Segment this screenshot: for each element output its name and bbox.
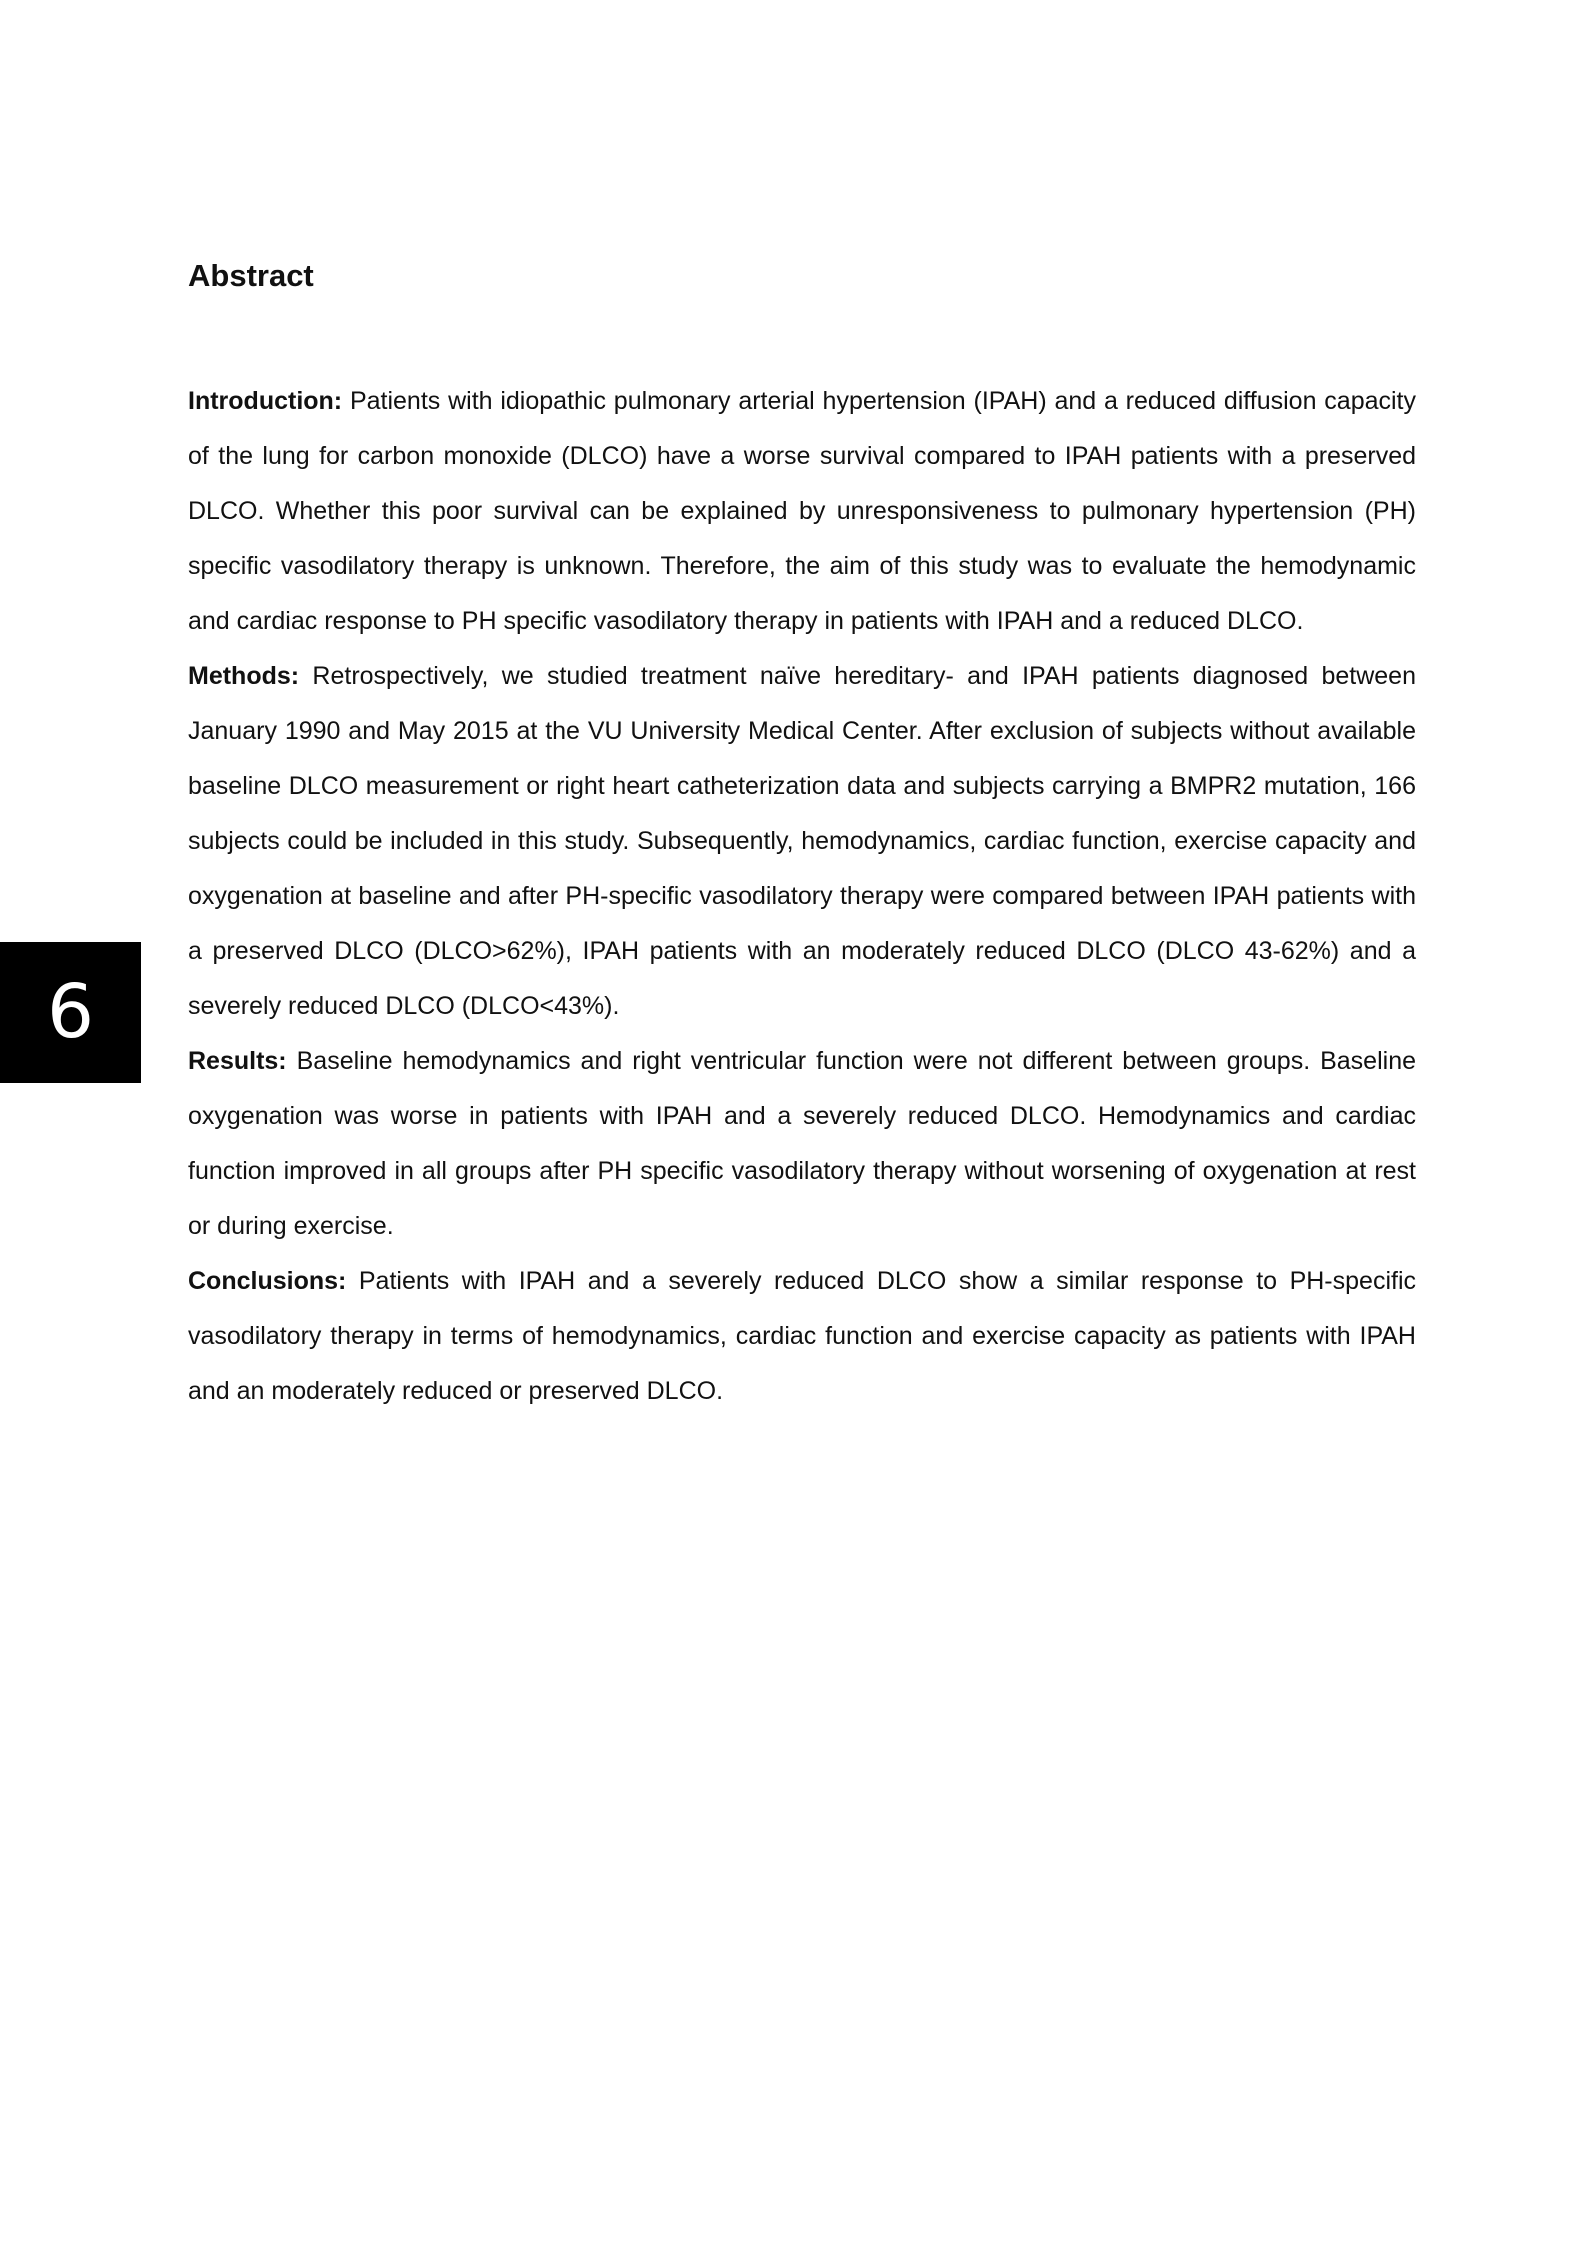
abstract-heading: Abstract — [188, 258, 314, 293]
section-label: Methods: — [188, 662, 300, 690]
section-label: Conclusions: — [188, 1267, 347, 1295]
section-text: Patients with IPAH and a severely reduced DLCO show a similar response to PH-specific vasodilatory therapy in terms of hemodynamics, cardiac function and exercise capacity as patients with IPAH and an moderately reduced or preserved DLCO. — [188, 1267, 1416, 1405]
methods-section — [188, 649, 1416, 1034]
section-label: Introduction: — [188, 387, 343, 415]
chapter-number-tab — [0, 942, 141, 1083]
abstract-body — [188, 374, 1416, 1419]
chapter-number: 6 — [46, 969, 95, 1055]
section-text: Patients with idiopathic pulmonary arterial hypertension (IPAH) and a reduced diffusion capacity of the lung for carbon monoxide (DLCO) have a worse survival compared to IPAH patients with a preserved DLCO. Whether this poor survival can be explained by unresponsiveness to pulmonary hypertension (PH) specific vasodilatory therapy is unknown. Therefore, the aim of this study was to evaluate the hemodynamic and cardiac response to PH specific vasodilatory therapy in patients with IPAH and a reduced DLCO. — [188, 387, 1416, 635]
section-text: Baseline hemodynamics and right ventricular function were not different between groups. Baseline oxygenation was worse in patients with IPAH and a severely reduced DLCO. Hemodynamics and cardiac function improved in all groups after PH specific vasodilatory therapy without worsening of oxygenation at rest or during exercise. — [188, 1047, 1417, 1240]
section-label: Results: — [188, 1047, 287, 1075]
introduction-section — [188, 374, 1416, 649]
results-section — [188, 1034, 1416, 1254]
conclusions-section — [188, 1254, 1416, 1419]
section-text: Retrospectively, we studied treatment naïve hereditary- and IPAH patients diagnosed between January 1990 and May 2015 at the VU University Medical Center. After exclusion of subjects without available baseline DLCO measurement or right heart catheterization data and subjects carrying a BMPR2 mutation, 166 subjects could be included in this study. Subsequently, hemodynamics, cardiac function, exercise capacity and oxygenation at baseline and after PH-specific vasodilatory therapy were compared between IPAH patients with a preserved DLCO (DLCO>62%), IPAH patients with an moderately reduced DLCO (DLCO 43-62%) and a severely reduced DLCO (DLCO<43%). — [188, 662, 1416, 1020]
